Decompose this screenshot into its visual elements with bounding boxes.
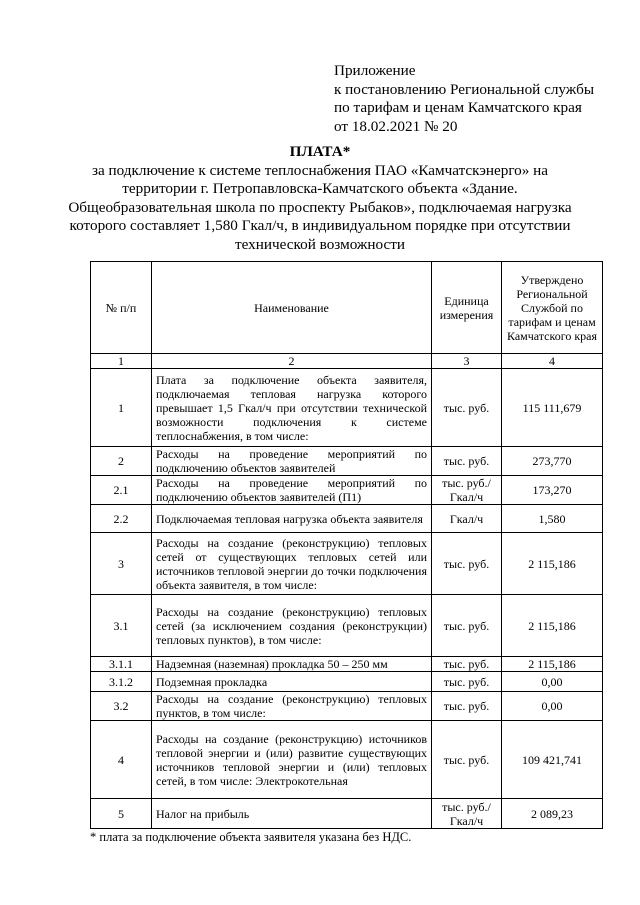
index-cell: 4	[502, 354, 603, 369]
title-line: Общеобразовательная школа по проспекту Рыбаков», подключаемая нагрузка	[68, 198, 572, 216]
row-num-cell: 3.1	[91, 595, 152, 657]
table-row	[91, 595, 603, 657]
row-num-cell: 3	[91, 533, 152, 595]
row-name-cell: Расходы на проведение мероприятий по подключению объектов заявителей	[152, 447, 432, 476]
row-unit-cell: тыс. руб.	[432, 533, 502, 595]
row-value-cell: 109 421,741	[502, 721, 603, 799]
table-row	[91, 505, 603, 533]
row-value-cell: 173,270	[502, 476, 603, 505]
table-row	[91, 533, 603, 595]
row-name-cell: Расходы на создание (реконструкцию) тепловых сетей (за исключением создания (реконструкции) тепловых пунктов), в том числе:	[152, 595, 432, 657]
row-name-cell: Надземная (наземная) прокладка 50 – 250 мм	[152, 657, 432, 672]
table-row	[91, 657, 603, 672]
table-row	[91, 672, 603, 692]
row-value-cell: 0,00	[502, 672, 603, 692]
appendix-line: по тарифам и ценам Камчатского края	[334, 99, 582, 116]
header-unit: Единица измерения	[432, 262, 502, 354]
table-row	[91, 721, 603, 799]
row-unit-cell: тыс. руб.	[432, 595, 502, 657]
document-title	[0, 143, 640, 254]
table-row	[91, 799, 603, 829]
appendix-date-line: от 18.02.2021 № 20	[334, 117, 458, 135]
table-row	[91, 476, 603, 505]
appendix-line: Приложение	[334, 62, 416, 79]
row-name-cell: Расходы на проведение мероприятий по подключению объектов заявителей (П1)	[152, 476, 432, 505]
row-num-cell: 3.1.1	[91, 657, 152, 672]
appendix-line: к постановлению Региональной службы	[334, 80, 595, 98]
row-name-cell: Налог на прибыль	[152, 799, 432, 829]
index-cell: 2	[152, 354, 432, 369]
row-value-cell: 2 115,186	[502, 657, 603, 672]
row-unit-cell: тыс. руб./ Гкал/ч	[432, 476, 502, 505]
row-value-cell: 1,580	[502, 505, 603, 533]
header-approved: Утверждено Региональной Службой по тарифам и ценам Камчатского края	[502, 262, 603, 354]
table-row	[91, 447, 603, 476]
row-num-cell: 5	[91, 799, 152, 829]
row-value-cell: 273,770	[502, 447, 603, 476]
row-num-cell: 2.1	[91, 476, 152, 505]
table-row	[91, 692, 603, 721]
title-line: которого составляет 1,580 Гкал/ч, в индивидуальном порядке при отсутствии	[69, 217, 571, 234]
row-num-cell: 2.2	[91, 505, 152, 533]
row-name-cell: Плата за подключение объекта заявителя, подключаемая тепловая нагрузка которого превышает 1,5 Гкал/ч при отсутствии технической возможности подключения к системе теплоснабжения, в том числе:	[152, 369, 432, 447]
appendix-header	[334, 62, 594, 136]
row-name-cell: Подземная прокладка	[152, 672, 432, 692]
row-num-cell: 1	[91, 369, 152, 447]
index-cell: 3	[432, 354, 502, 369]
row-num-cell: 3.2	[91, 692, 152, 721]
row-num-cell: 3.1.2	[91, 672, 152, 692]
row-name-cell: Расходы на создание (реконструкцию) тепловых сетей от существующих тепловых сетей или источников тепловой энергии до точки подключения объекта заявителя, в том числе:	[152, 533, 432, 595]
row-name-cell: Расходы на создание (реконструкцию) тепловых пунктов, в том числе:	[152, 692, 432, 721]
row-value-cell: 2 115,186	[502, 595, 603, 657]
row-num-cell: 4	[91, 721, 152, 799]
row-value-cell: 115 111,679	[502, 369, 603, 447]
row-value-cell: 2 089,23	[502, 799, 603, 829]
row-name-cell: Подключаемая тепловая нагрузка объекта заявителя	[152, 505, 432, 533]
table-index-row	[91, 354, 603, 369]
row-unit-cell: тыс. руб.	[432, 692, 502, 721]
index-cell: 1	[91, 354, 152, 369]
fee-table	[90, 261, 603, 829]
title-line: технической возможности	[234, 235, 406, 253]
header-name: Наименование	[152, 262, 432, 354]
title-line: территории г. Петропавловска-Камчатского объекта «Здание.	[122, 180, 518, 197]
row-num-cell: 2	[91, 447, 152, 476]
row-unit-cell: тыс. руб.	[432, 721, 502, 799]
table-header-row	[91, 262, 603, 354]
footnote: * плата за подключение объекта заявителя указана без НДС.	[90, 830, 412, 844]
row-unit-cell: тыс. руб.	[432, 447, 502, 476]
header-num: № п/п	[91, 262, 152, 354]
row-value-cell: 2 115,186	[502, 533, 603, 595]
row-unit-cell: тыс. руб.	[432, 672, 502, 692]
row-name-cell: Расходы на создание (реконструкцию) источников тепловой энергии и (или) развитие существующих источников тепловой энергии и (или) тепловых сетей, в том числе: Электрокотельная	[152, 721, 432, 799]
row-value-cell: 0,00	[502, 692, 603, 721]
row-unit-cell: тыс. руб.	[432, 369, 502, 447]
row-unit-cell: тыс. руб./ Гкал/ч	[432, 799, 502, 829]
title-line: за подключение к системе теплоснабжения ПАО «Камчатскэнерго» на	[91, 161, 549, 179]
row-unit-cell: Гкал/ч	[432, 505, 502, 533]
row-unit-cell: тыс. руб.	[432, 657, 502, 672]
title-heading: ПЛАТА*	[289, 143, 351, 160]
table-row	[91, 369, 603, 447]
